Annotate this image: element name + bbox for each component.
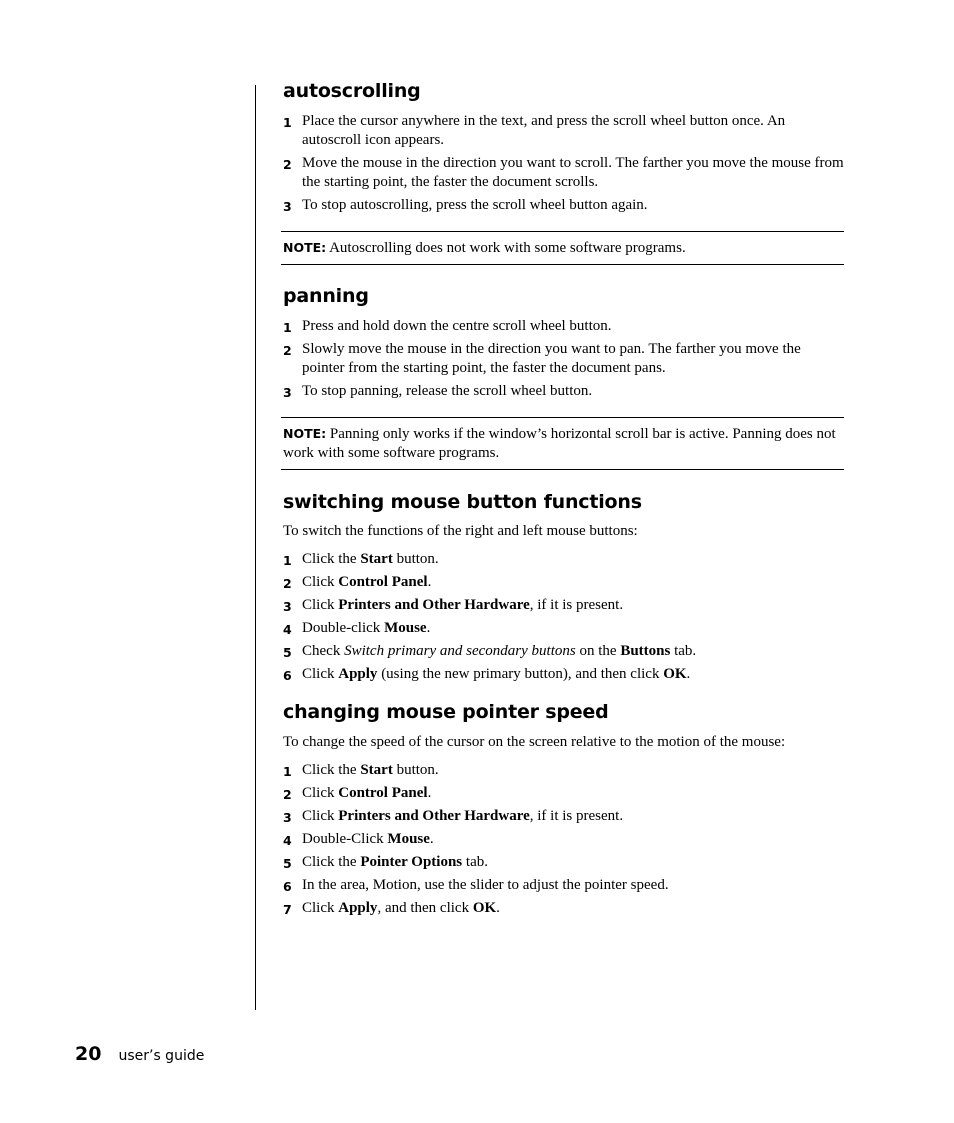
step-text: .: [686, 666, 691, 683]
page-footer: [75, 1043, 204, 1065]
step-number: 7: [283, 902, 292, 918]
step-ui-term: Pointer Options: [360, 854, 463, 871]
step-text: .: [429, 831, 434, 848]
step-number: 5: [283, 856, 292, 872]
step-item: [283, 317, 844, 336]
note-label: NOTE:: [283, 239, 327, 255]
step-list: [283, 317, 844, 401]
step-number: 2: [283, 342, 292, 358]
step-item: [283, 619, 844, 638]
section-title: autoscrolling: [283, 80, 421, 102]
step-text: , if it is present.: [529, 808, 624, 825]
step-text: .: [496, 900, 500, 917]
step-text: Move the mouse in the direction you want to scroll. The farther you move the mouse from the starting point, the faster the document scrolls.: [302, 154, 844, 190]
section-title: panning: [283, 284, 369, 307]
step-text: Click: [302, 808, 339, 825]
page-content: [283, 80, 844, 922]
step-item: [283, 196, 844, 215]
step-item: [283, 382, 844, 401]
step-item: [283, 340, 844, 378]
step-item: [283, 573, 844, 592]
step-list: [283, 112, 844, 215]
step-number: 3: [283, 599, 292, 615]
step-number: 3: [283, 198, 292, 214]
step-ui-term: Apply: [338, 666, 378, 683]
step-text: To stop panning, release the scroll wheel button.: [302, 382, 593, 399]
section-intro: To switch the functions of the right and left mouse buttons:: [283, 523, 638, 540]
step-item: [283, 876, 844, 895]
step-number: 1: [283, 114, 292, 130]
step-ui-term: Mouse: [384, 620, 427, 637]
section-title: changing mouse pointer speed: [283, 701, 609, 724]
step-text: Double-Click: [302, 831, 388, 848]
step-item: [283, 642, 844, 661]
step-item: [283, 761, 844, 780]
step-ui-term: Buttons: [620, 643, 671, 660]
margin-rule: [255, 85, 256, 1010]
step-number: 3: [283, 384, 292, 400]
page-number: 20: [75, 1043, 102, 1065]
step-text: Click the: [302, 854, 361, 871]
step-list: [283, 550, 844, 684]
step-text: Press and hold down the centre scroll wheel button.: [302, 317, 612, 334]
step-item: [283, 830, 844, 849]
step-text: Click: [302, 785, 339, 802]
step-text: Click: [302, 574, 339, 591]
section-switching-buttons: [283, 491, 844, 685]
step-item: [283, 807, 844, 826]
step-text: (using the new primary button), and then click: [377, 666, 664, 683]
step-number: 5: [283, 645, 292, 661]
step-text: Click: [302, 666, 339, 683]
step-item: [283, 665, 844, 684]
step-number: 1: [283, 764, 292, 780]
step-number: 3: [283, 810, 292, 826]
step-number: 4: [283, 622, 292, 638]
step-text: , and then click: [377, 900, 473, 917]
step-ui-term: Control Panel: [338, 574, 428, 591]
step-item: [283, 899, 844, 918]
step-text: In the area, Motion, use the slider to adjust the pointer speed.: [302, 877, 669, 894]
step-item: [283, 112, 844, 150]
step-text: Click: [302, 597, 339, 614]
section-title: switching mouse button functions: [283, 490, 642, 513]
step-text: Double-click: [302, 620, 385, 637]
section-intro: To change the speed of the cursor on the screen relative to the motion of the mouse:: [283, 734, 786, 751]
step-text: Click the: [302, 551, 361, 568]
step-number: 6: [283, 879, 292, 895]
step-text: Slowly move the mouse in the direction you want to pan. The farther you move the pointer from the starting point, the faster the document pans.: [302, 340, 801, 376]
step-ui-term: Printers and Other Hardware: [338, 597, 530, 614]
note-box: [281, 231, 844, 265]
step-number: 2: [283, 787, 292, 803]
step-text: , if it is present.: [529, 597, 624, 614]
step-number: 6: [283, 668, 292, 684]
note-text: Autoscrolling does not work with some software programs.: [326, 239, 686, 256]
step-number: 2: [283, 156, 292, 172]
step-text: tab.: [670, 643, 697, 660]
section-autoscrolling: [283, 80, 844, 265]
step-list: [283, 761, 844, 918]
step-item: [283, 550, 844, 569]
step-ui-term: OK: [472, 900, 497, 917]
step-text: .: [427, 785, 432, 802]
step-number: 1: [283, 319, 292, 335]
section-panning: [283, 285, 844, 470]
step-text: Check: [302, 643, 345, 660]
note-box: [281, 417, 844, 470]
guide-label: user’s guide: [118, 1048, 205, 1064]
step-number: 4: [283, 833, 292, 849]
section-pointer-speed: [283, 701, 844, 918]
step-text: To stop autoscrolling, press the scroll wheel button again.: [302, 196, 648, 213]
step-item: [283, 784, 844, 803]
step-text: .: [427, 574, 432, 591]
step-text: .: [426, 620, 431, 637]
step-ui-term: Mouse: [387, 831, 430, 848]
step-text: Place the cursor anywhere in the text, and press the scroll wheel button once. An autoscroll icon appears.: [302, 112, 786, 148]
step-text: on the: [575, 643, 621, 660]
step-ui-term: Control Panel: [338, 785, 428, 802]
step-number: 2: [283, 576, 292, 592]
step-ui-term: Start: [360, 551, 393, 568]
note-text: Panning only works if the window’s horizontal scroll bar is active. Panning does not work with some software programs.: [283, 425, 836, 461]
step-ui-term: Start: [360, 762, 393, 779]
step-option-name: Switch primary and secondary buttons: [344, 643, 576, 660]
step-text: button.: [392, 762, 439, 779]
step-number: 1: [283, 553, 292, 569]
step-ui-term: Apply: [338, 900, 378, 917]
step-item: [283, 596, 844, 615]
note-label: NOTE:: [283, 425, 327, 441]
step-item: [283, 853, 844, 872]
step-text: Click the: [302, 762, 361, 779]
step-text: tab.: [462, 854, 488, 871]
step-ui-term: Printers and Other Hardware: [338, 808, 530, 825]
step-item: [283, 154, 844, 192]
step-text: Click: [302, 900, 339, 917]
step-ui-term: OK: [663, 666, 687, 683]
step-text: button.: [392, 551, 439, 568]
